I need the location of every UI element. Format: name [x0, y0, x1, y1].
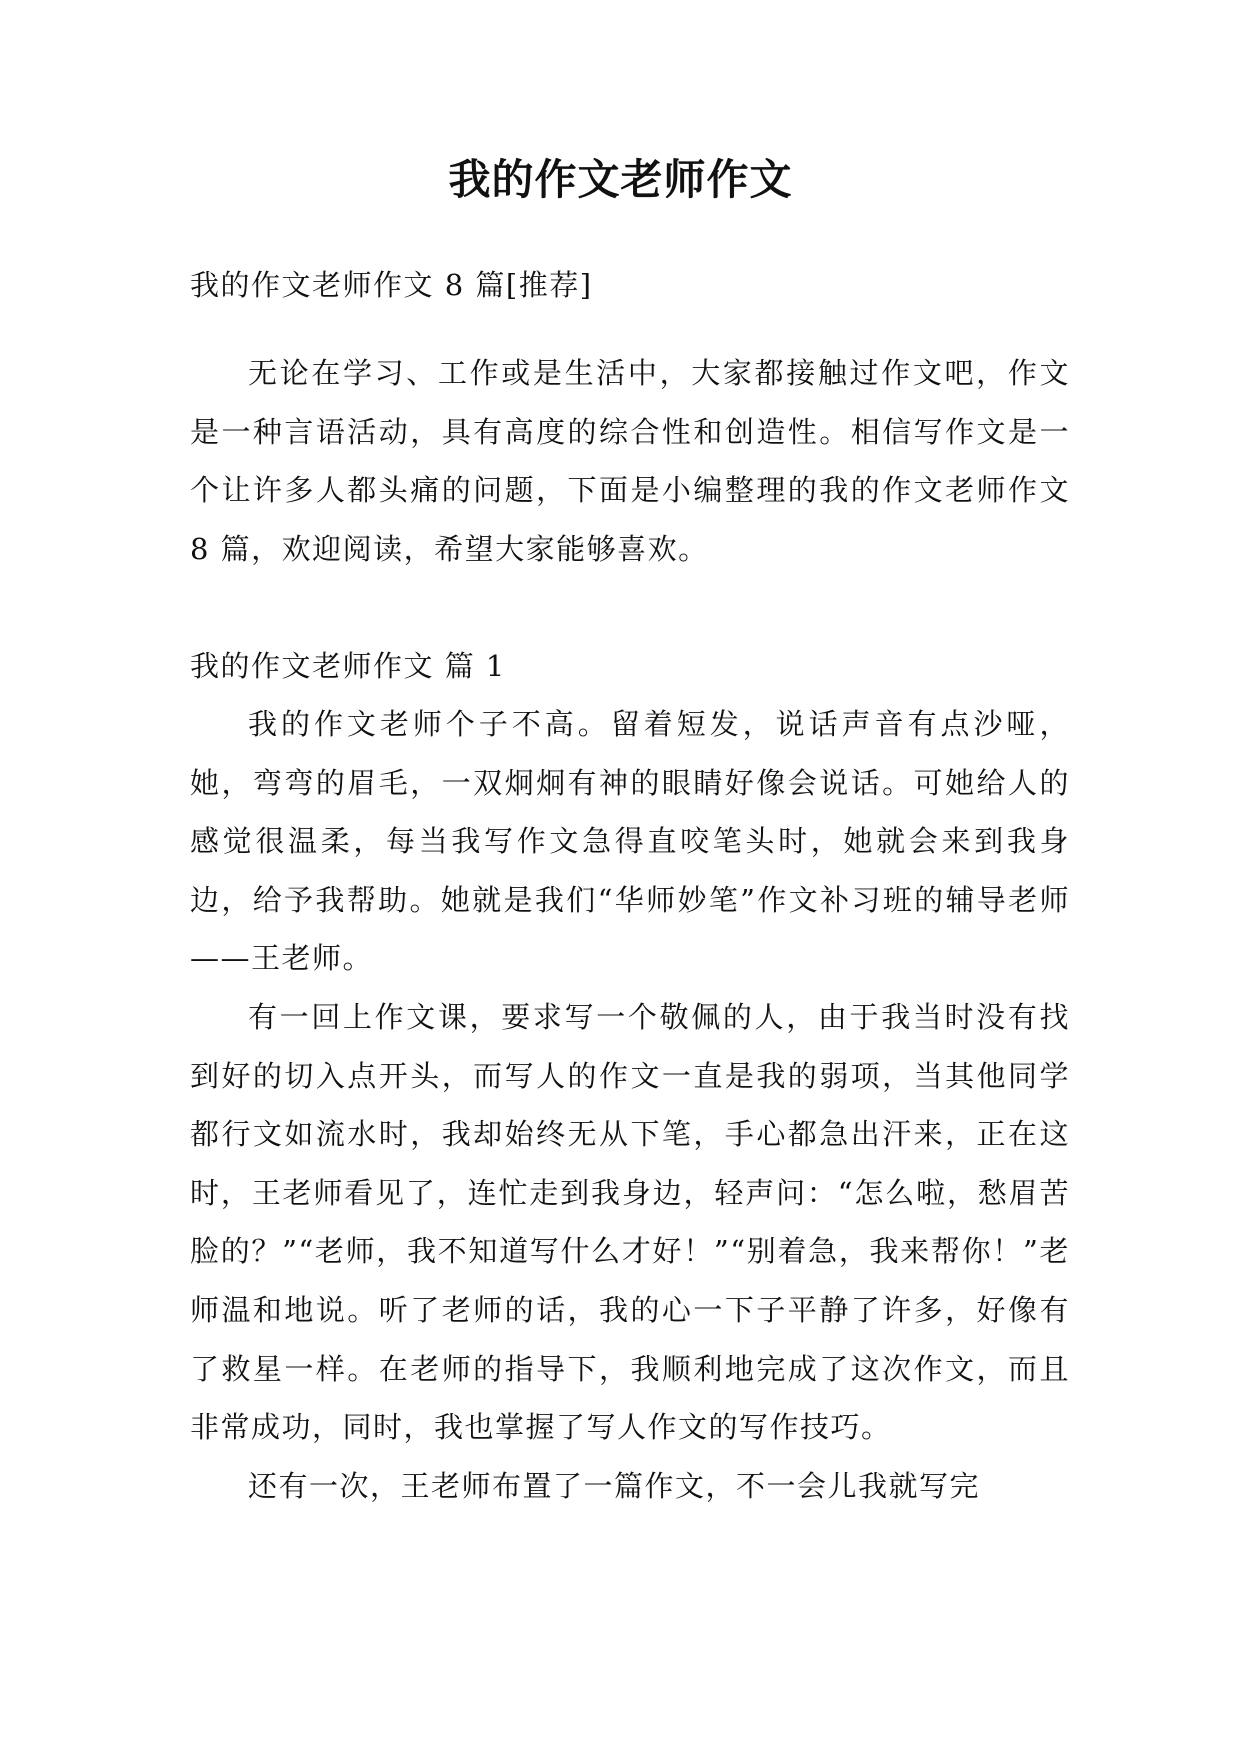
document-subtitle: 我的作文老师作文 8 篇[推荐] [190, 268, 593, 302]
body-paragraph: 还有一次，王老师布置了一篇作文，不一会儿我就写完 [248, 1468, 981, 1503]
body-paragraph: 有一回上作文课，要求写一个敬佩的人，由于我当时没有找到好的切入点开头，而写人的作文一直是我的弱项，当其他同学都行文如流水时，我却始终无从下笔，手心都急出汗来，正在这时，王老师看见了，连忙走到我身边，轻声问：“怎么啦，愁眉苦脸的？”“老师，我不知道写什么才好！”“别着急，我来帮你！”老师温和地说。听了老师的话，我的心一下子平静了许多，好像有了救星一样。在老师的指导下，我顺利地完成了这次作文，而且非常成功，同时，我也掌握了写人作文的写作技巧。 [190, 999, 1070, 1445]
intro-paragraph: 无论在学习、工作或是生活中，大家都接触过作文吧，作文是一种言语活动，具有高度的综合性和创造性。相信写作文是一个让许多人都头痛的问题，下面是小编整理的我的作文老师作文 8 篇，欢迎阅读，希望大家能够喜欢。 [190, 356, 1070, 566]
document-title: 我的作文老师作文 [448, 155, 793, 204]
section-body [190, 695, 1070, 1515]
intro-section [190, 344, 1070, 578]
section-heading: 我的作文老师作文 篇 1 [190, 649, 506, 683]
body-paragraph: 我的作文老师个子不高。留着短发，说话声音有点沙哑，她，弯弯的眉毛，一双炯炯有神的眼睛好像会说话。可她给人的感觉很温柔，每当我写作文急得直咬笔头时，她就会来到我身边，给予我帮助。她就是我们“华师妙笔”作文补习班的辅导老师——王老师。 [190, 707, 1070, 976]
